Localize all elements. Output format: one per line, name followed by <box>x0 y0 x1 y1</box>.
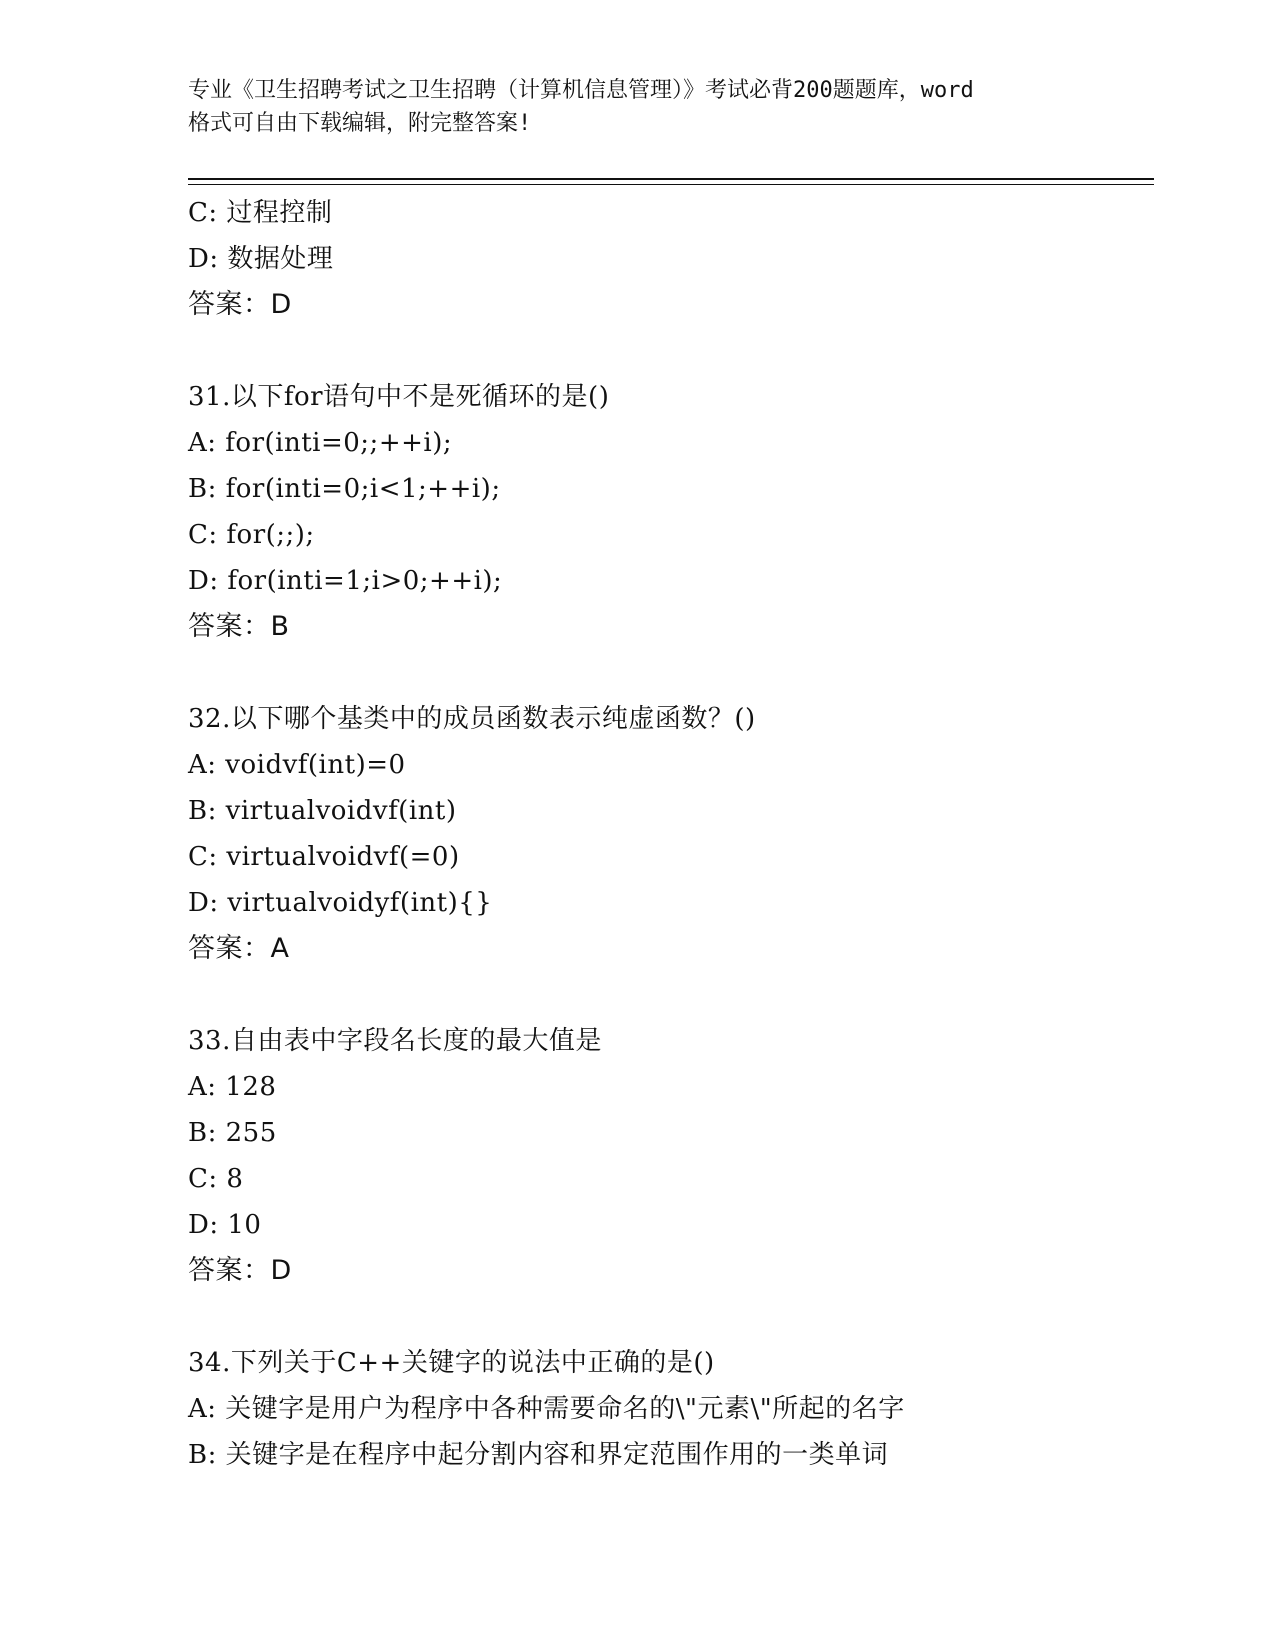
option-b: B: 255 <box>188 1118 277 1148</box>
spacer <box>188 1294 1154 1340</box>
answer-line: 答案：D <box>188 289 292 320</box>
option-b: B: virtualvoidvf(int) <box>188 796 457 826</box>
answer-line: 答案：B <box>188 611 290 642</box>
question-31 <box>188 374 1154 650</box>
question-stem: 34.下列关于C++关键字的说法中正确的是() <box>188 1348 715 1378</box>
spacer <box>188 650 1154 696</box>
option-b: B: for(inti=0;i<1;++i); <box>188 474 501 504</box>
option-c: C: 过程控制 <box>188 198 333 228</box>
option-d: D: for(inti=1;i>0;++i); <box>188 566 503 596</box>
header-title-line-1: 专业《卫生招聘考试之卫生招聘（计算机信息管理）》考试必背200题题库，word <box>188 78 974 103</box>
question-32 <box>188 696 1154 972</box>
option-d: D: virtualvoidyf(int){} <box>188 888 493 918</box>
question-stem: 33.自由表中字段名长度的最大值是 <box>188 1026 602 1056</box>
option-c: C: for(;;); <box>188 520 315 550</box>
question-list <box>188 190 1154 1478</box>
question-stem: 32.以下哪个基类中的成员函数表示纯虚函数？() <box>188 704 756 734</box>
option-a: A: 关键字是用户为程序中各种需要命名的\"元素\"所起的名字 <box>188 1394 905 1424</box>
option-d: D: 10 <box>188 1210 262 1240</box>
document-header <box>188 74 1088 140</box>
header-divider-thick <box>188 178 1154 180</box>
answer-line: 答案：D <box>188 1255 292 1286</box>
header-divider-thin <box>188 184 1154 185</box>
option-c: C: virtualvoidvf(=0) <box>188 842 460 872</box>
question-33 <box>188 1018 1154 1294</box>
option-c: C: 8 <box>188 1164 244 1194</box>
answer-line: 答案：A <box>188 933 290 964</box>
spacer <box>188 972 1154 1018</box>
option-a: A: for(inti=0;;++i); <box>188 428 453 458</box>
option-d: D: 数据处理 <box>188 244 334 274</box>
option-b: B: 关键字是在程序中起分割内容和界定范围作用的一类单词 <box>188 1440 889 1470</box>
question-30-continued <box>188 190 1154 328</box>
question-stem: 31.以下for语句中不是死循环的是() <box>188 382 610 412</box>
option-a: A: voidvf(int)=0 <box>188 750 406 780</box>
option-a: A: 128 <box>188 1072 277 1102</box>
spacer <box>188 328 1154 374</box>
question-34 <box>188 1340 1154 1478</box>
header-title-line-2: 格式可自由下载编辑，附完整答案! <box>188 111 532 136</box>
